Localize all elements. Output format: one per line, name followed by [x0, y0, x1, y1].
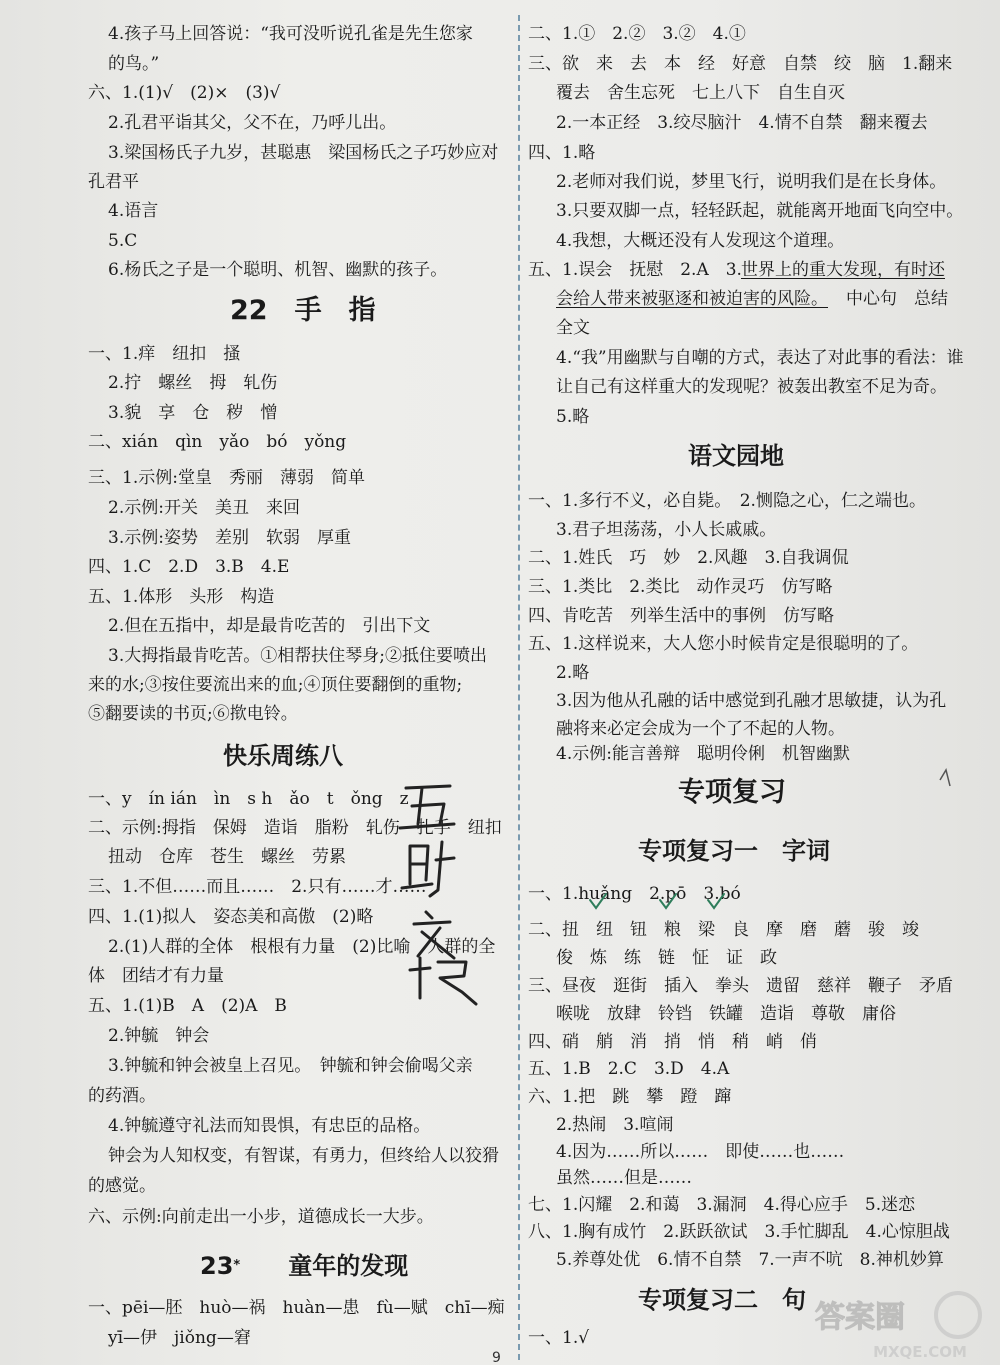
answer-line: 4.“我”用幽默与自嘲的方式，表达了对此事的看法：谁 — [556, 348, 964, 368]
answer-line: 3.钟毓和钟会被皇上召见。 钟毓和钟会偷喝父亲 — [108, 1056, 473, 1076]
answer-line: 六、1.把 跳 攀 蹬 蹿 — [528, 1087, 732, 1107]
answer-line: 二、1.姓氏 巧 妙 2.风趣 3.自我调侃 — [528, 548, 849, 568]
answer-line: 2.示例:开关 美丑 来回 — [108, 498, 300, 518]
answer-line: 一、1.痒 纽扣 搔 — [88, 344, 241, 364]
answer-line: 六、示例:向前走出一小步，道德成长一大步。 — [88, 1207, 434, 1227]
answer-line: 五、1.误会 抚慰 2.A 3. — [528, 260, 742, 280]
answer-line: 四、硝 艄 消 捎 悄 稍 峭 俏 — [528, 1032, 817, 1052]
answer-line: 2.略 — [556, 663, 590, 683]
answer-line: ⑤翻要读的书页;⑥揿电铃。 — [88, 704, 298, 724]
answer-line: 的鸟。” — [108, 54, 160, 74]
watermark-logo — [800, 1285, 1000, 1365]
answer-line: 3.大拇指最肯吃苦。①相帮扶住琴身;②抵住要喷出 — [108, 646, 487, 666]
answer-line: 融将来必定会成为一个了不起的人物。 — [556, 719, 845, 739]
answer-line: 4.孩子马上回答说：“我可没听说孔雀是先生您家 — [108, 24, 473, 44]
lesson-number: 23 — [200, 1252, 234, 1280]
answer-line: 中心句 总结 — [846, 289, 948, 309]
answer-line: 一、1.多行不义，必自毙。 2.恻隐之心，仁之端也。 — [528, 491, 926, 511]
answer-line: 全文 — [556, 318, 590, 338]
answer-line: 四、肯吃苦 列举生活中的事例 仿写略 — [528, 606, 834, 626]
answer-line: 4.因为……所以…… 即使……也…… — [556, 1142, 845, 1162]
answer-line: 3.只要双脚一点，轻轻跃起，就能离开地面飞向空中。 — [556, 201, 964, 221]
answer-line: 4.示例:能言善辩 聪明伶俐 机智幽默 — [556, 744, 850, 764]
answer-line: 让自己有这样重大的发现呢？被轰出教室不足为奇。 — [556, 377, 947, 397]
answer-line: 二、示例:拇指 保姆 造诣 脂粉 轧伤 扎手 纽扣 — [88, 818, 502, 838]
lesson-title: 童年的发现 — [288, 1252, 409, 1280]
heading-review-1: 专项复习一 字词 — [638, 837, 830, 865]
answer-line: 四、1.(1)拟人 姿态美和高傲 (2)略 — [88, 907, 374, 927]
answer-line: 2.一本正经 3.绞尽脑汁 4.情不自禁 翻来覆去 — [556, 113, 928, 133]
answer-line: 四、1.C 2.D 3.B 4.E — [88, 557, 290, 577]
heading-weekly-practice: 快乐周练八 — [223, 742, 343, 770]
heading-lesson-23 — [200, 1251, 408, 1281]
answer-line: 3.因为他从孔融的话中感觉到孔融才思敏捷，认为孔 — [556, 691, 947, 711]
answer-line: 三、1.不但……而且…… 2.只有……才…… — [88, 877, 427, 897]
answer-line: 五、1.B 2.C 3.D 4.A — [528, 1059, 730, 1079]
answer-line: 6.杨氏之子是一个聪明、机智、幽默的孩子。 — [108, 260, 448, 280]
answer-line: 五、1.(1)B A (2)A B — [88, 996, 287, 1016]
heading-lesson-22 — [230, 296, 376, 326]
answer-line: 喉咙 放肆 铃铛 铁罐 造诣 尊敬 庸俗 — [556, 1004, 896, 1024]
answer-line: 世界上的重大发现，有时还 — [741, 260, 945, 280]
answer-line: 2.拧 螺丝 拇 轧伤 — [108, 373, 278, 393]
answer-line: 虽然……但是…… — [556, 1168, 692, 1188]
heading-review-2: 专项复习二 句 — [638, 1286, 806, 1314]
answer-line: 三、1.类比 2.类比 动作灵巧 仿写略 — [528, 577, 833, 597]
answer-line: 覆去 舍生忘死 七上八下 自生自灭 — [556, 83, 845, 103]
answer-line: 六、1.(1)√ (2)× (3)√ — [88, 83, 281, 103]
heading-special-review: 专项复习 — [678, 777, 786, 808]
answer-line: 七、1.闪耀 2.和蔼 3.漏洞 4.得心应手 5.迷恋 — [528, 1195, 916, 1215]
watermark-text: 答案圈 — [815, 1300, 905, 1335]
watermark-url: MXQE.COM — [873, 1343, 967, 1361]
answer-line: 四、1.略 — [528, 143, 596, 163]
answer-line: 来的水;③按住要流出来的血;④顶住要翻倒的重物; — [88, 675, 463, 695]
answer-line: 4.语言 — [108, 201, 159, 221]
answer-line: 二、扭 纽 钮 粮 梁 良 摩 磨 蘑 骏 竣 — [528, 920, 919, 940]
answer-line: 体 团结才有力量 — [88, 966, 224, 986]
answer-line: 五、1.体形 头形 构造 — [88, 587, 275, 607]
answer-line: 三、1.示例:堂皇 秀丽 薄弱 简单 — [88, 468, 365, 488]
answer-line: 2.钟毓 钟会 — [108, 1026, 210, 1046]
column-divider — [518, 15, 520, 1360]
answer-line: 一、1.huǎng 2.pō 3.bó — [528, 884, 741, 904]
answer-line: 二、1.① 2.② 3.② 4.① — [528, 24, 746, 44]
answer-line: 一、1.√ — [528, 1328, 590, 1348]
answer-line: 5.C — [108, 231, 138, 251]
optional-star: * — [233, 1258, 241, 1273]
answer-line: 3.君子坦荡荡，小人长戚戚。 — [556, 520, 777, 540]
answer-line: 2.孔君平诣其父，父不在，乃呼儿出。 — [108, 113, 397, 133]
answer-line: 3.貌 享 仓 秽 憎 — [108, 403, 278, 423]
answer-line: 2.(1)人群的全体 根根有力量 (2)比喻 人群的全 — [108, 937, 496, 957]
answer-line: 五、1.这样说来，大人您小时候肯定是很聪明的了。 — [528, 634, 919, 654]
answer-line: 4.钟毓遵守礼法而知畏惧，有忠臣的品格。 — [108, 1116, 431, 1136]
answer-line: 一、y ín ián ìn s h ǎo t ǒng z — [88, 789, 409, 809]
answer-line: yī—伊 jiǒng—窘 — [108, 1328, 251, 1348]
answer-line: 4.我想，大概还没有人发现这个道理。 — [556, 231, 845, 251]
answer-line: 三、昼夜 逛街 插入 拳头 遗留 慈祥 鞭子 矛盾 — [528, 976, 953, 996]
answer-line: 2.但在五指中，却是最肯吃苦的 引出下文 — [108, 616, 431, 636]
answer-line: 2.老师对我们说，梦里飞行，说明我们是在长身体。 — [556, 172, 947, 192]
answer-line: 一、pēi—胚 huò—祸 huàn—患 fù—赋 chī—痴 — [88, 1298, 505, 1318]
answer-line: 八、1.胸有成竹 2.跃跃欲试 3.手忙脚乱 4.心惊胆战 — [528, 1222, 950, 1242]
answer-line: 俊 炼 练 链 怔 证 政 — [556, 948, 777, 968]
answer-line: 会给人带来被驱逐和被迫害的风险。 — [556, 289, 828, 309]
answer-line: 3.示例:姿势 差别 软弱 厚重 — [108, 528, 351, 548]
answer-line: 扭动 仓库 苍生 螺丝 劳累 — [108, 847, 346, 867]
answer-line: 孔君平 — [88, 172, 139, 192]
answer-line: 钟会为人知权变，有智谋，有勇力，但终给人以狡猾 — [108, 1146, 499, 1166]
lesson-title: 手 指 — [294, 295, 376, 326]
lesson-number: 22 — [230, 295, 268, 326]
answer-line: 3.梁国杨氏子九岁，甚聪惠 梁国杨氏之子巧妙应对 — [108, 143, 499, 163]
answer-line: 二、xián qìn yǎo bó yǒng — [88, 432, 347, 452]
heading-yuwen-garden: 语文园地 — [688, 442, 784, 470]
answer-line: 2.热闹 3.喧闹 — [556, 1115, 674, 1135]
answer-line: 的药酒。 — [88, 1086, 156, 1106]
answer-line: 5.略 — [556, 407, 590, 427]
answer-line: 的感觉。 — [88, 1176, 156, 1196]
answer-line: 5.养尊处优 6.情不自禁 7.一声不吭 8.神机妙算 — [556, 1250, 944, 1270]
page-number: 9 — [492, 1350, 501, 1365]
answer-line: 三、欲 来 去 本 经 好意 自禁 绞 脑 1.翻来 — [528, 54, 953, 74]
